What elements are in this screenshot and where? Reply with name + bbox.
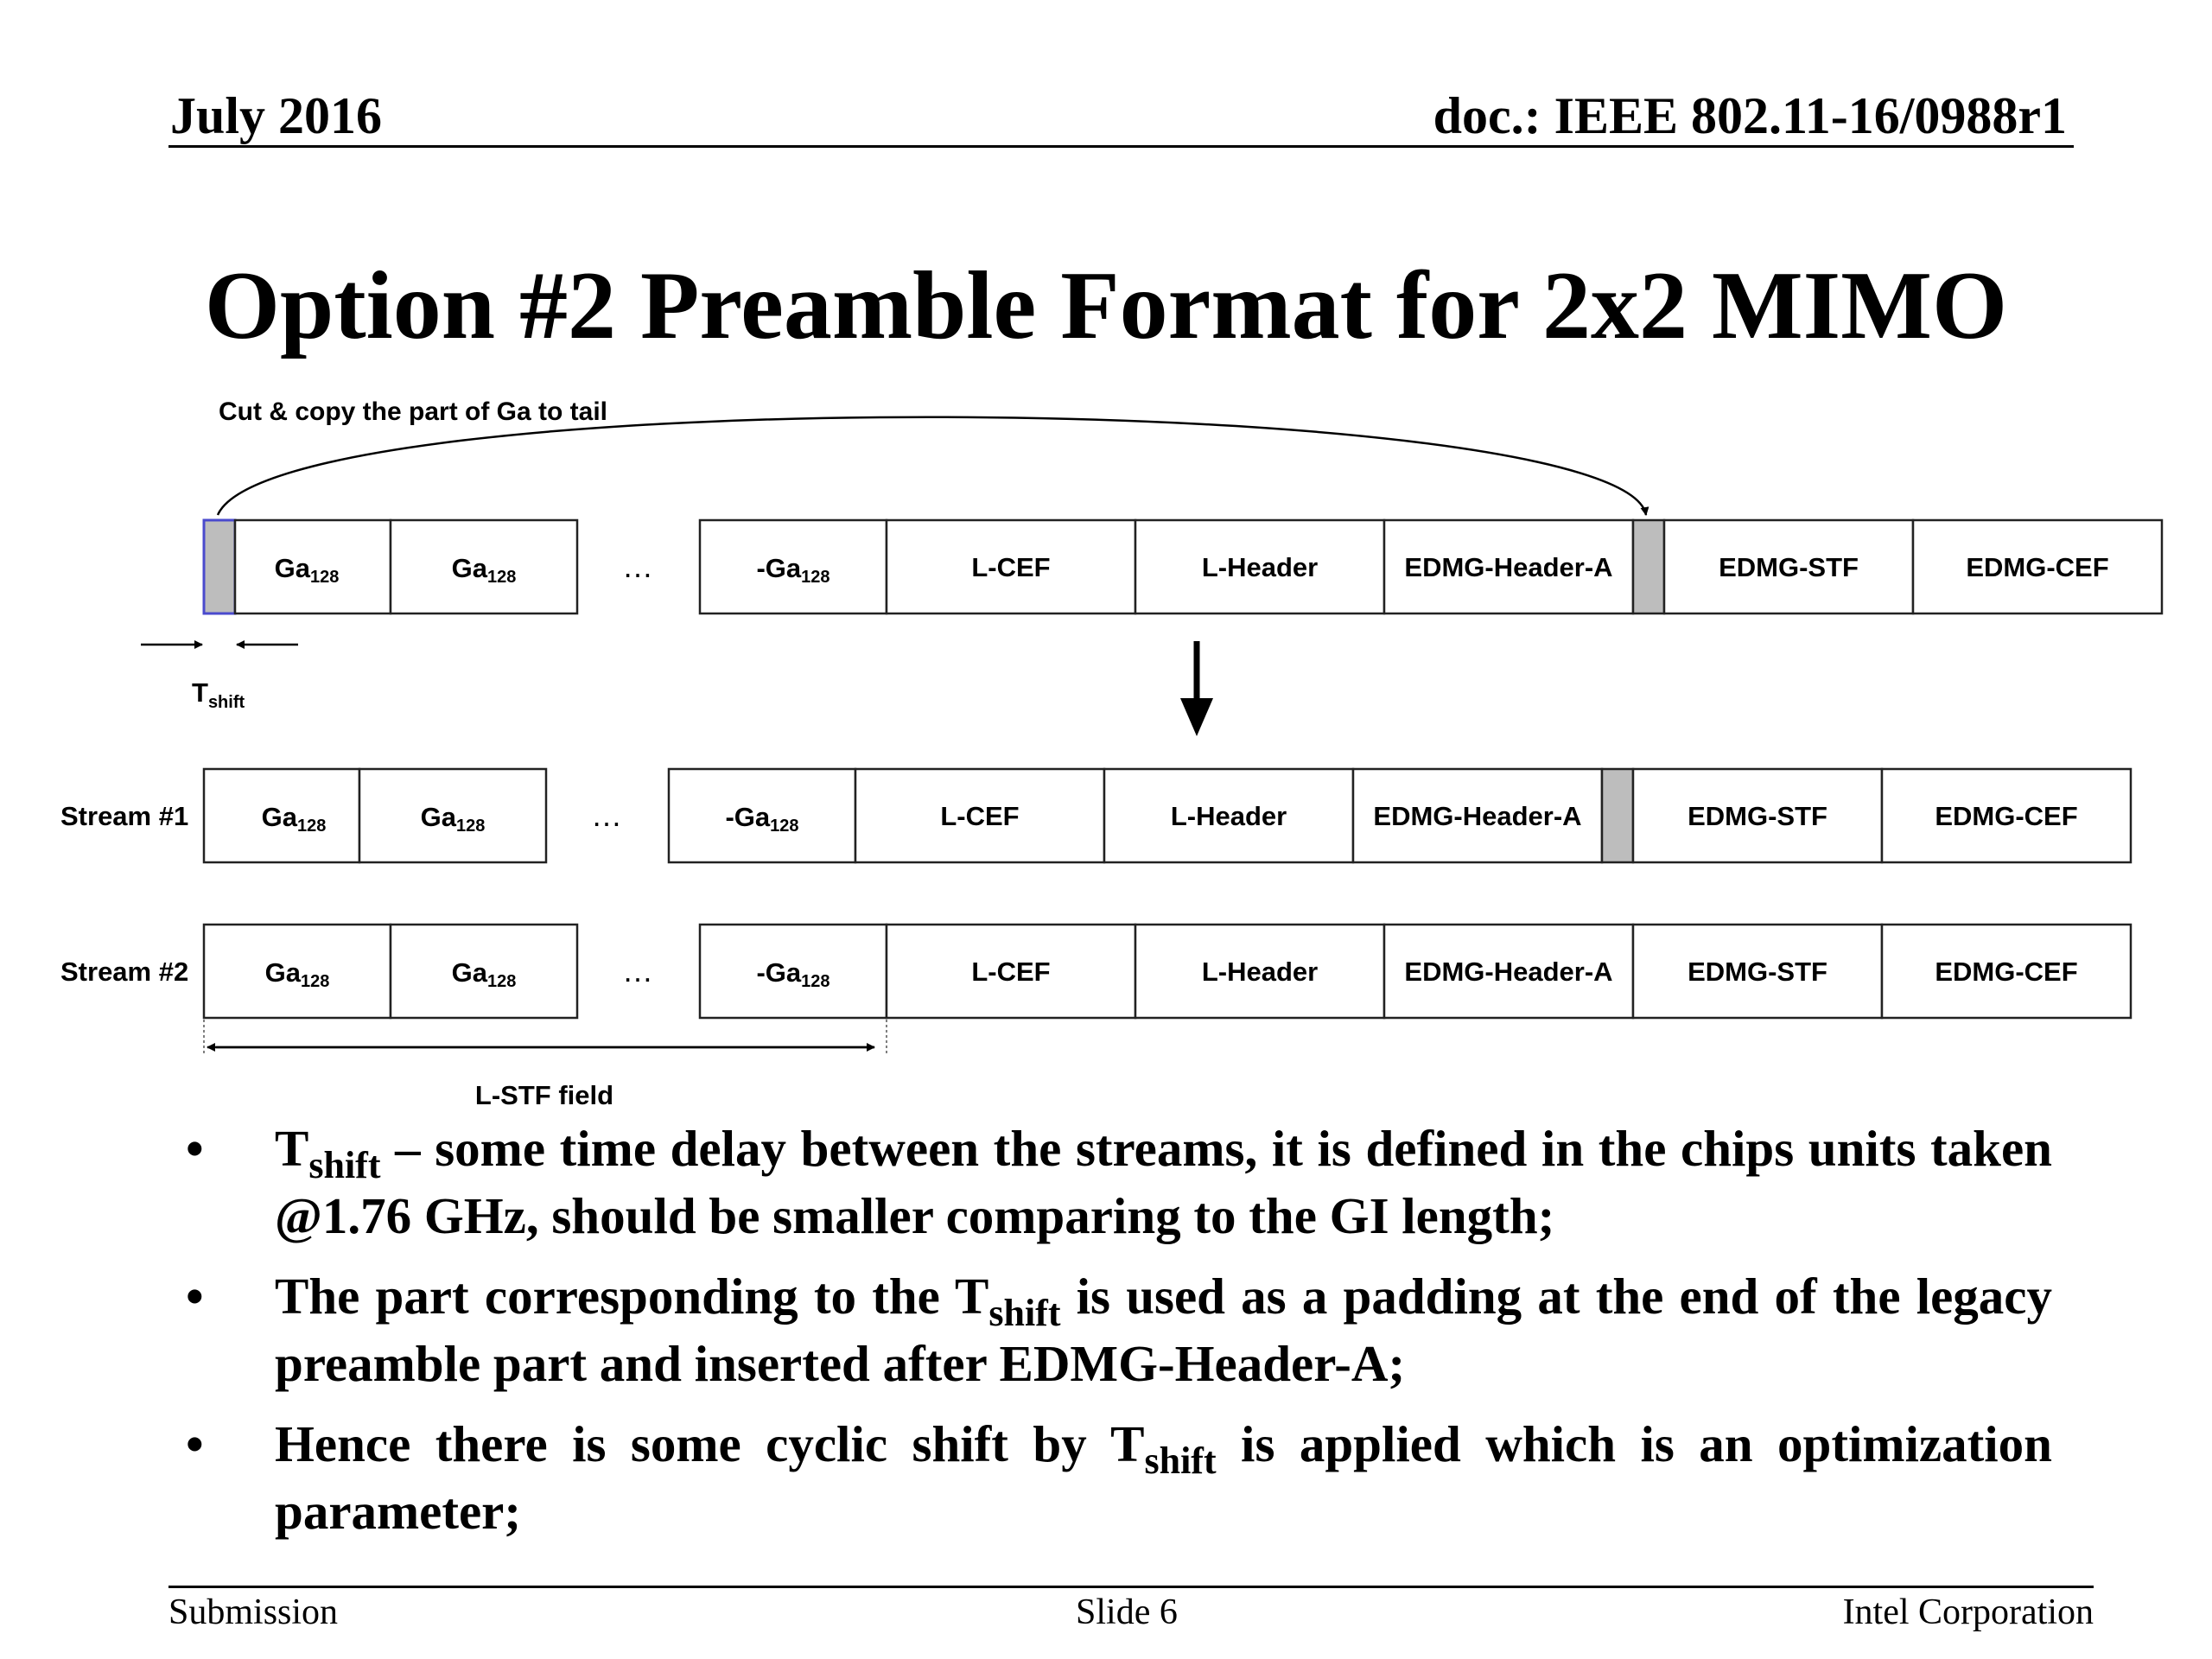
transform-arrow-head [1180,698,1213,736]
stream-1-row [60,769,2131,862]
l-header-label: L-Header [1201,957,1319,987]
stream-1-label: Stream #1 [60,801,189,831]
l-header-label: L-Header [1201,552,1319,582]
edmg-header-a-label: EDMG-Header-A [1404,957,1613,987]
header-date: July 2016 [170,87,383,144]
edmg-header-a-label: EDMG-Header-A [1404,552,1613,582]
arc-label: Cut & copy the part of Ga to tail [219,397,608,426]
l-cef-label: L-CEF [971,957,1051,987]
edmg-header-a-label: EDMG-Header-A [1373,801,1582,831]
bullet-list [186,1115,2052,1558]
ga128-label: Ga128 [451,553,517,587]
header-divider [168,145,2074,148]
ga128-label: Ga128 [274,553,340,587]
ellipsis: … [622,953,653,988]
l-cef-label: L-CEF [940,801,1020,831]
bullet-dot: • [186,1120,204,1177]
footer-slide-number: Slide 6 [1076,1592,1178,1632]
edmg-cef-label: EDMG-CEF [1935,801,2078,831]
tshift-label: $T_{shift}$ [192,677,245,712]
footer-divider [168,1586,2094,1588]
bullet-dot: • [186,1415,204,1472]
stream-2-row [60,925,2131,1018]
slide-title: Option #2 Preamble Format for 2x2 MIMO [204,252,2008,359]
edmg-stf-label: EDMG-STF [1688,957,1827,987]
edmg-cef-label: EDMG-CEF [1935,957,2078,987]
neg-ga128-label: -Ga128 [756,957,830,991]
original-preamble-row [204,520,2162,613]
ga128-label: Ga128 [264,957,330,991]
ga128-cell [235,520,391,613]
ga128-label: Ga128 [451,957,517,991]
neg-ga128-label: -Ga128 [725,802,799,836]
edmg-stf-label: EDMG-STF [1719,552,1859,582]
header-doc-id: doc.: IEEE 802.11-16/0988r1 [1433,87,2067,144]
copy-arc [218,417,1646,515]
padding-cell [1602,769,1633,862]
padding-cell [1633,520,1664,613]
bullet-dot: • [186,1268,204,1325]
footer-submission: Submission [168,1592,339,1632]
stream-2-label: Stream #2 [60,957,189,987]
ellipsis: … [622,549,653,584]
bullet-item: • The part corresponding to the $T_{shift}$ is used as a padding at the end of the legacy preamble part and inserted after EDMG-Header-A; [186,1262,2052,1397]
neg-ga128-label: -Ga128 [756,553,830,587]
lstf-field-label: L-STF field [474,1080,614,1110]
ga128-label: Ga128 [420,802,486,836]
edmg-cef-label: EDMG-CEF [1966,552,2109,582]
l-cef-label: L-CEF [971,552,1051,582]
l-header-label: L-Header [1170,801,1287,831]
footer-company: Intel Corporation [1842,1592,2094,1632]
edmg-stf-label: EDMG-STF [1688,801,1827,831]
preamble-diagram [0,380,2212,1123]
bullet-item: • $T_{shift}$ – some time delay between the streams, it is defined in the chips units taken @1.76 GHz, should be smaller comparing to the GI length; [186,1115,2052,1249]
bullet-item: • Hence there is some cyclic shift by $T_{shift}$ is applied which is an optimization parameter; [186,1410,2052,1545]
ga128-label: Ga128 [261,802,327,836]
ellipsis: … [591,798,622,833]
cut-part-highlight [204,520,235,613]
